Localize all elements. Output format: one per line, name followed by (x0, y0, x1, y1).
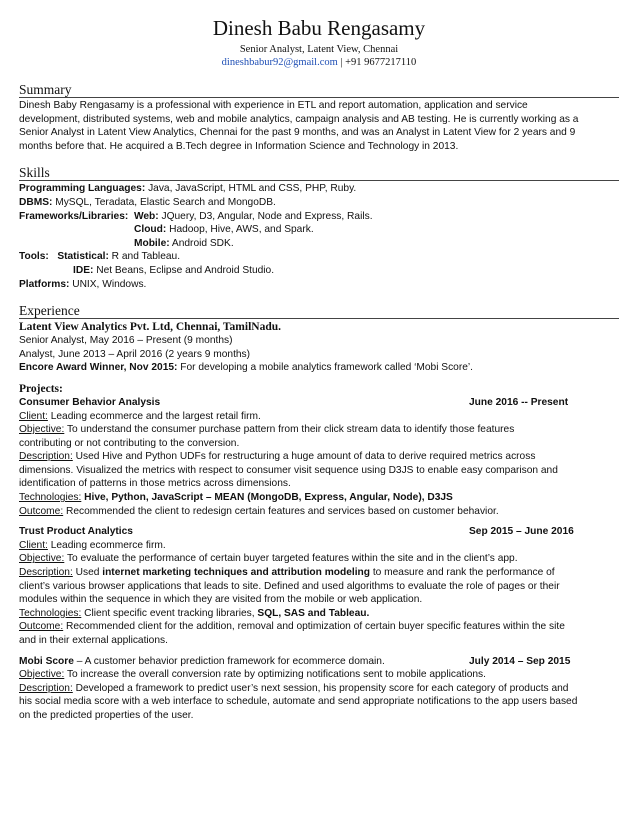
skill-value: Hadoop, Hive, AWS, and Spark. (166, 224, 314, 236)
skill-sublabel: Cloud: (134, 224, 167, 236)
contact-line (19, 56, 619, 70)
project-description (19, 450, 619, 464)
field-value: Leading ecommerce and the largest retail firm. (47, 410, 261, 422)
field-value: Leading ecommerce firm. (47, 539, 166, 551)
summary-line: Dinesh Baby Rengasamy is a professional with experience in ETL and report automation, application and service (19, 100, 528, 111)
field-value-bold: SQL, SAS and Tableau. (257, 607, 370, 619)
experience-block (19, 320, 619, 375)
field-label: Technologies: (19, 492, 82, 504)
skill-label: Platforms: (19, 278, 70, 290)
skill-mobile (19, 237, 619, 251)
project-subtitle: – A customer behavior prediction framework for ecommerce domain. (73, 655, 385, 667)
field-label: Client: (19, 410, 48, 422)
project-trust-product (19, 525, 619, 647)
award-label: Encore Award Winner, Nov 2015: (19, 362, 178, 374)
skill-value: UNIX, Windows. (69, 278, 147, 290)
project-description (19, 566, 619, 580)
skill-ide (19, 264, 619, 278)
field-label: Outcome: (19, 505, 64, 517)
skill-sublabel: Mobile: (134, 237, 170, 249)
project-client (19, 410, 619, 424)
field-value: Recommended client for the addition, removal and optimization of certain buyer specific features within the site (63, 621, 565, 633)
skill-sublabel: Statistical: (57, 251, 109, 263)
summary-text (19, 99, 619, 153)
project-outcome-cont: and in their external applications. (19, 635, 168, 646)
project-objective-cont: contributing or not contributing to the conversion. (19, 437, 240, 449)
field-label: Client: (19, 539, 48, 551)
skill-frameworks (19, 210, 619, 224)
project-description (19, 682, 619, 696)
project-description-cont: his social media score with a web interface to schedule, automate and send appropriate notifications to the app users based (19, 696, 578, 708)
skill-sublabel: IDE: (73, 264, 94, 276)
project-description-cont: identification of patterns in those metrics across dimensions. (19, 478, 291, 490)
skill-label: DBMS: (19, 196, 53, 208)
award-line (19, 361, 619, 375)
skill-value: R and Tableau. (108, 251, 181, 263)
project-title: Mobi Score (19, 655, 74, 667)
field-label: Objective: (19, 669, 65, 681)
field-value: Used Hive and Python UDFs for restructuring a huge amount of data to derive required metrics across (72, 451, 536, 463)
skill-value: JQuery, D3, Angular, Node and Express, Rails. (158, 210, 373, 222)
summary-line: months before that. He acquired a B.Tech degree in Information Science and Technology in 2013. (19, 140, 459, 152)
summary-line: development, distributed systems, web and mobile analytics, campaign analysis and AB testing. He is currently working as a (19, 113, 579, 125)
company-name: Latent View Analytics Pvt. Ltd, Chennai, TamilNadu. (19, 321, 281, 334)
project-description-cont: client’s various browser applications that leads to site. Defined and used algorithms to evaluate the role of pages or their (19, 580, 560, 592)
project-title-row (19, 525, 619, 539)
field-value: Recommended the client to redesign certain features and services based on customer behavior. (63, 505, 499, 517)
resume-header (19, 16, 619, 70)
field-label: Description: (19, 567, 73, 579)
field-label: Outcome: (19, 621, 64, 633)
skill-label: Tools: (19, 251, 49, 263)
project-description-cont: modules within the sequence in which they are visited from the mobile or web application. (19, 594, 423, 606)
project-consumer-behavior (19, 396, 619, 518)
skill-value: Net Beans, Eclipse and Android Studio. (93, 264, 275, 276)
resume-page (19, 16, 619, 723)
field-label: Description: (19, 451, 73, 463)
skill-dbms (19, 196, 619, 210)
skills-heading: Skills (19, 165, 619, 181)
project-mobi-score (19, 655, 619, 723)
field-value: Used (72, 567, 103, 579)
project-objective (19, 423, 619, 437)
field-value: Client specific event tracking libraries, (81, 607, 258, 619)
skills-list (19, 182, 619, 291)
spacer (19, 518, 619, 525)
project-title: Consumer Behavior Analysis (19, 396, 161, 408)
field-value-bold: internet marketing techniques and attribution modeling (102, 567, 370, 579)
spacer (19, 648, 619, 655)
role-senior: Senior Analyst, May 2016 – Present (9 months) (19, 335, 233, 347)
skill-platforms (19, 278, 619, 292)
skill-sublabel: Web: (133, 210, 159, 222)
skill-label: Programming Languages: (19, 183, 146, 195)
project-date: Sep 2015 – June 2016 (469, 526, 574, 538)
project-title-line (19, 655, 385, 669)
project-date: June 2016 -- Present (469, 396, 569, 408)
field-value: to measure and rank the performance of (369, 567, 555, 579)
field-value: To increase the overall conversion rate by optimizing notifications sent to mobile applications. (64, 669, 486, 681)
project-objective (19, 668, 619, 682)
project-objective (19, 552, 619, 566)
skill-programming (19, 182, 619, 196)
skill-value: Java, JavaScript, HTML and CSS, PHP, Ruby. (145, 183, 357, 195)
project-technologies (19, 491, 619, 505)
project-title-row (19, 655, 619, 669)
field-value: To understand the consumer purchase pattern from their click stream data to identify those features (64, 424, 515, 436)
award-value: For developing a mobile analytics framework called ‘Mobi Score’. (177, 362, 474, 374)
summary-heading: Summary (19, 82, 619, 98)
project-title: Trust Product Analytics (19, 526, 133, 538)
experience-heading: Experience (19, 303, 619, 319)
project-outcome (19, 505, 619, 519)
projects-heading: Projects: (19, 382, 63, 395)
project-outcome (19, 620, 619, 634)
email-link[interactable]: dineshbabur92@gmail.com (221, 57, 338, 68)
field-value: Hive, Python, JavaScript – MEAN (MongoDB, Express, Angular, Node), D3JS (81, 492, 453, 504)
phone-number: +91 9677217110 (345, 57, 417, 68)
skill-label: Frameworks/Libraries: (19, 210, 129, 222)
contact-separator: | (337, 57, 346, 68)
skill-tools (19, 250, 619, 264)
spacer (19, 375, 619, 382)
project-client (19, 539, 619, 553)
field-label: Description: (19, 682, 73, 694)
summary-line: Senior Analyst in Latent View Analytics, Chennai for the past 9 months, and was an Analyst in Latent View for 2 years and 9 (19, 127, 576, 139)
field-label: Objective: (19, 553, 65, 565)
current-position: Senior Analyst, Latent View, Chennai (239, 44, 399, 55)
project-technologies (19, 607, 619, 621)
field-value: Developed a framework to predict user’s next session, his propensity score for each category of products and (72, 682, 569, 694)
skill-value: MySQL, Teradata, Elastic Search and MongoDB. (52, 196, 276, 208)
skill-cloud (19, 223, 619, 237)
field-label: Objective: (19, 424, 65, 436)
project-description-cont: on the predicted properties of the user. (19, 709, 194, 721)
candidate-name: Dinesh Babu Rengasamy (212, 16, 426, 40)
role-analyst: Analyst, June 2013 – April 2016 (2 years 9 months) (19, 348, 251, 360)
skill-value: Android SDK. (169, 237, 234, 249)
project-date: July 2014 – Sep 2015 (469, 655, 571, 667)
project-description-cont: dimensions. Visualized the metrics with respect to consumer visit sequence using D3JS to enable easy comparison and (19, 464, 558, 476)
project-title-row (19, 396, 619, 410)
field-value: To evaluate the performance of certain buyer targeted features within the site and in the client’s app. (64, 553, 518, 565)
field-label: Technologies: (19, 607, 82, 619)
